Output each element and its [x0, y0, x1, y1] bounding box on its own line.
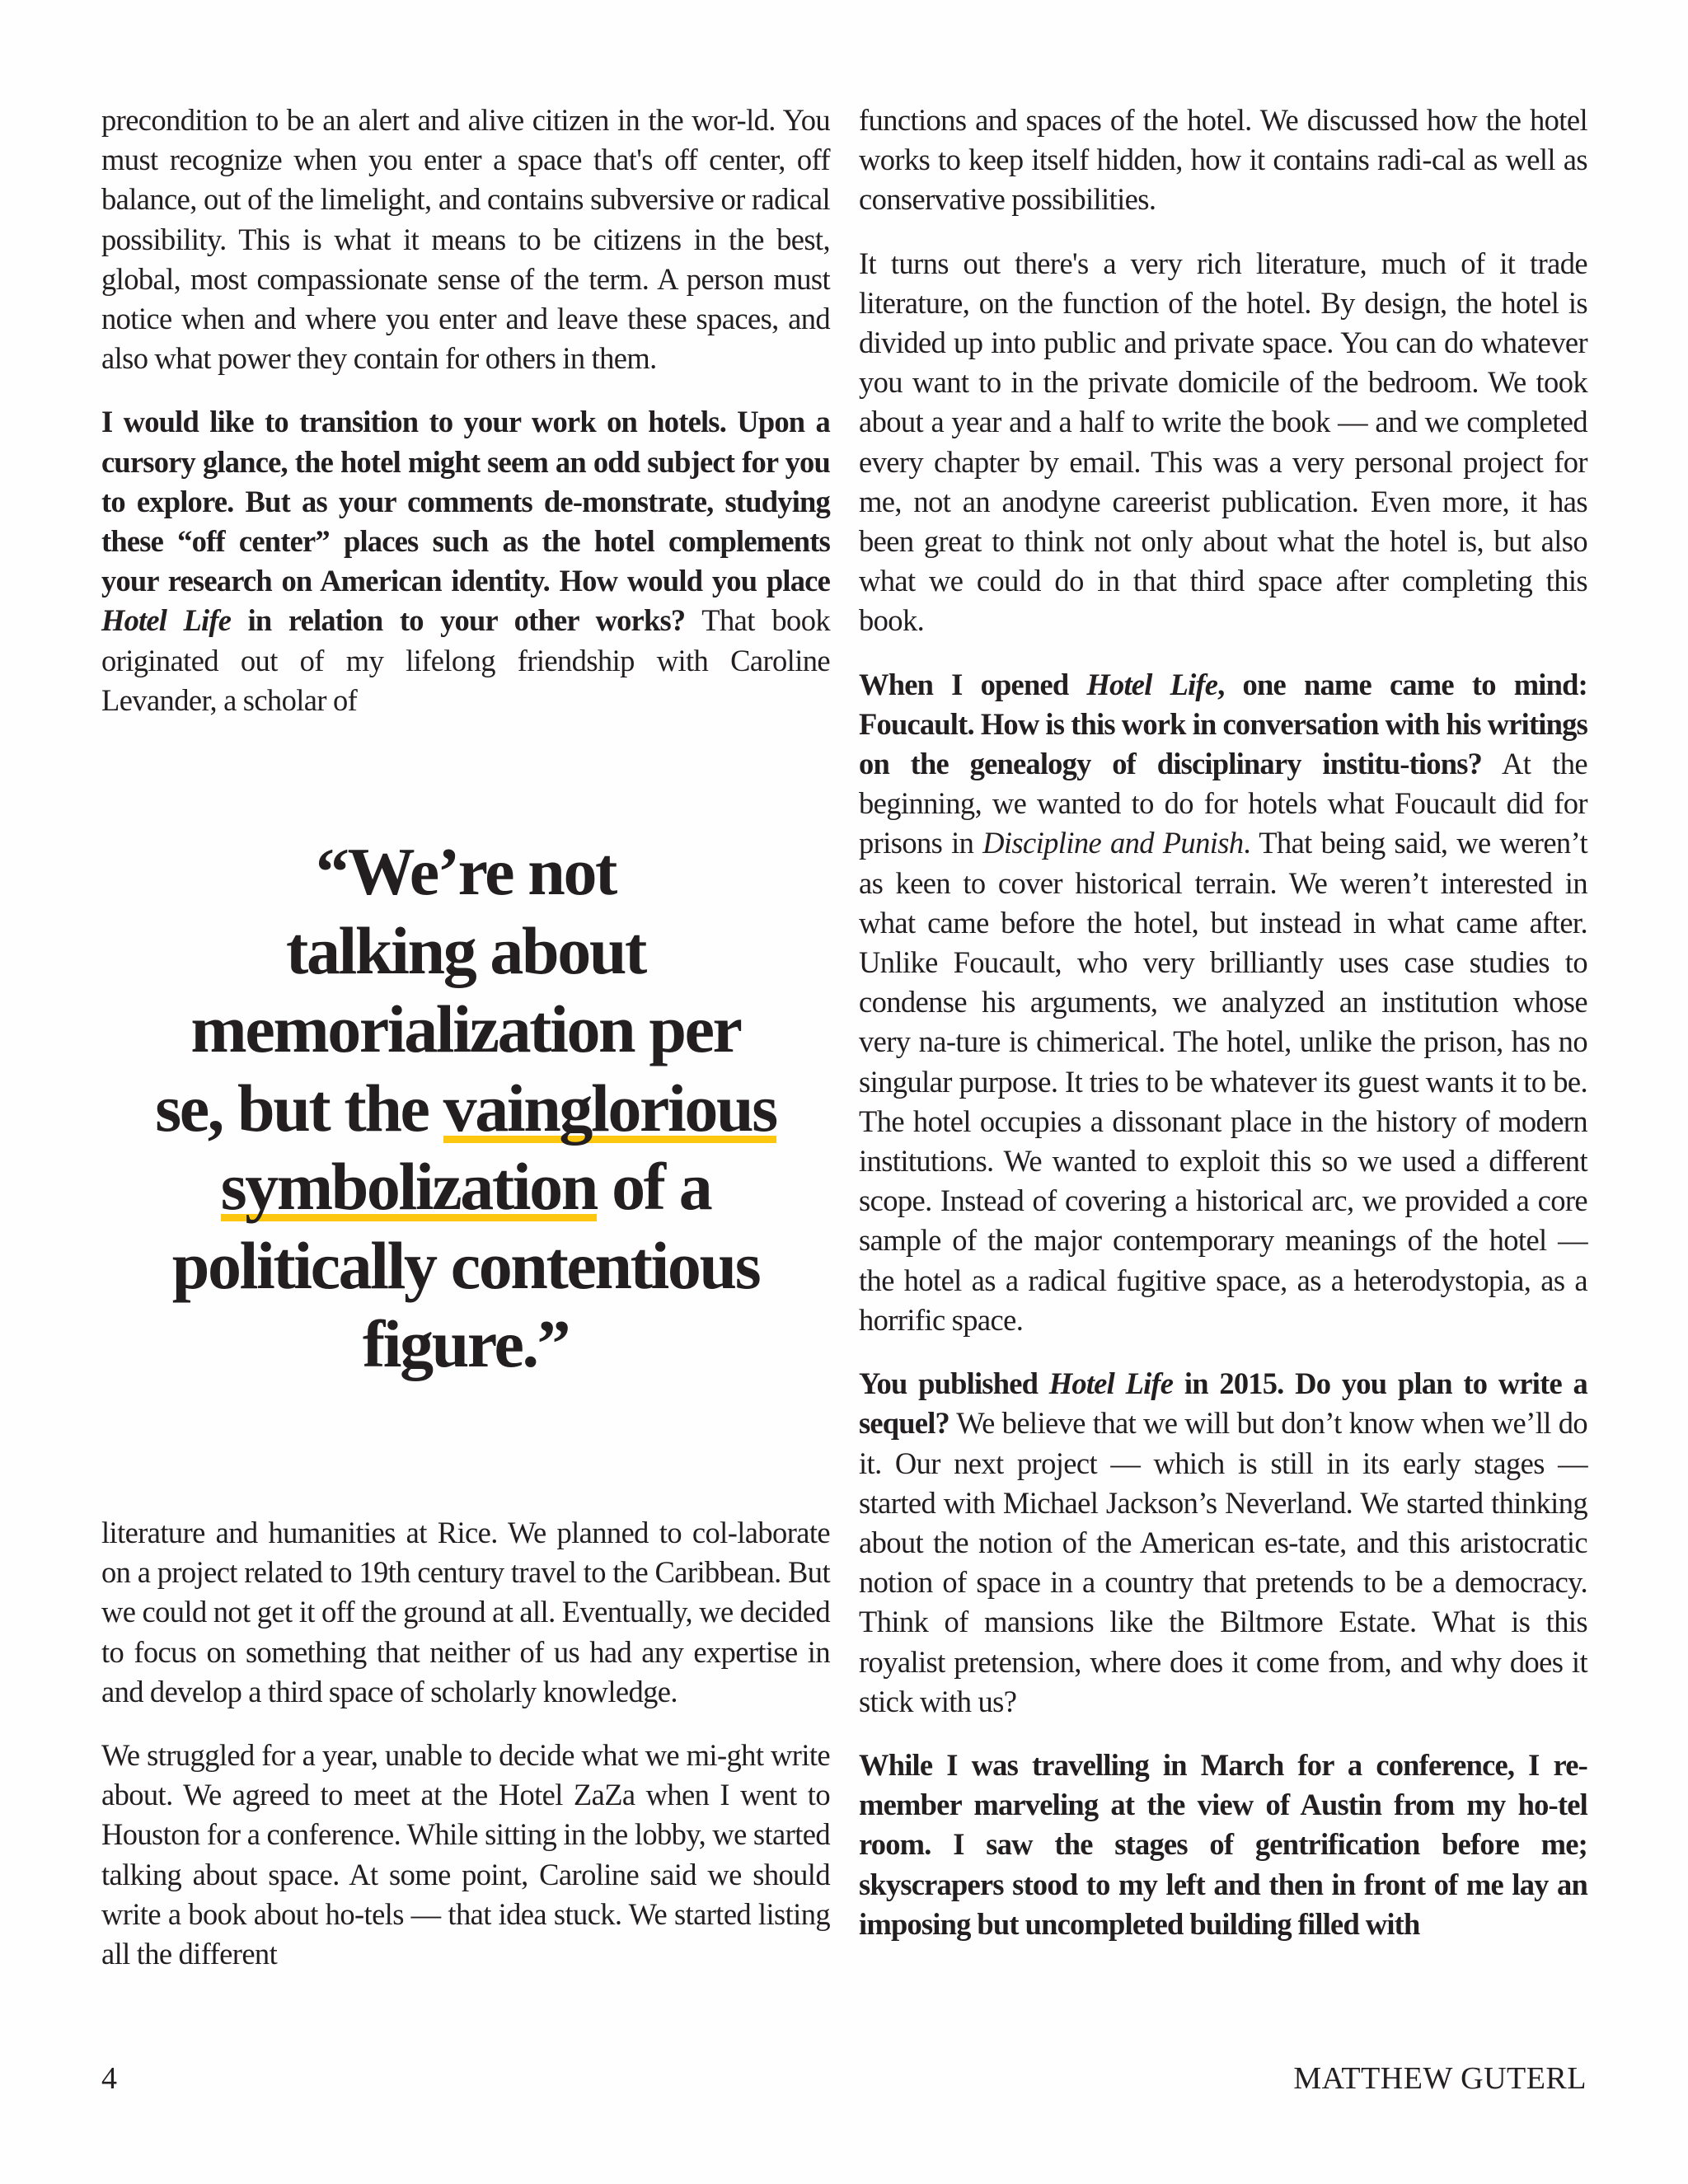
pull-quote-text: politically contentious — [171, 1227, 760, 1303]
interview-answer-paragraph — [101, 1736, 830, 1974]
question-text: I would like to transition to your work on hotels. Upon a cursory glance, the hotel might seem an odd subject for you to explore. But as your comments de-monstrate, studying these “off center” places such as the hotel complements your research on American identity. How would you place — [101, 405, 830, 598]
answer-text: functions and spaces of the hotel. We discussed how the hotel works to keep itself hidden, how it contains radi-cal as well as conservative possibilities. — [859, 103, 1587, 217]
pull-quote-text: “We’re not — [316, 834, 616, 909]
book-title: Hotel Life — [1048, 1366, 1174, 1401]
question-text: in relation to your other works? — [231, 603, 686, 638]
pull-quote-line — [101, 1226, 830, 1305]
question-text: When I opened — [859, 667, 1087, 701]
pull-quote-line — [101, 912, 830, 991]
answer-text: At the beginning, we wanted to do for hotels what Foucault did for prisons in — [859, 747, 1587, 860]
pull-quote-line — [101, 1305, 830, 1384]
pull-quote-text: talking about — [286, 912, 645, 988]
book-title: Hotel Life — [101, 603, 232, 638]
answer-text: We struggled for a year, unable to decide what we mi-ght write about. We agreed to meet at the Hotel ZaZa when I went to Houston for a conference. While sitting in the lobby, we started talking about space. At some point, Caroline said we should write a book about ho-tels — that idea stuck. We started listing all the different — [101, 1738, 830, 1971]
interview-question-paragraph — [859, 665, 1587, 1340]
answer-text: It turns out there's a very rich literature, much of it trade literature, on the function of the hotel. By design, the hotel is divided up into public and private space. You can do whatever you want to in the private domicile of the bedroom. We took about a year and a half to write the book — and we completed every chapter by email. This was a very personal project for me, not an anodyne careerist publication. Even more, it has been great to think not only about what the hotel is, but also what we could do in that third space after completing this book. — [859, 246, 1587, 638]
pull-quote-text: se, but the — [155, 1070, 443, 1146]
question-text — [1049, 1366, 1173, 1400]
interview-answer-paragraph — [859, 101, 1587, 220]
pull-quote-text: of a — [596, 1149, 711, 1224]
pull-quote-line — [101, 990, 830, 1069]
running-author-name: MATTHEW GUTERL — [1293, 2061, 1587, 2096]
interview-answer-paragraph — [101, 1513, 830, 1712]
question-text: You published — [859, 1366, 1049, 1401]
highlighted-word: symbolization — [221, 1149, 597, 1227]
pull-quote-line — [101, 1147, 830, 1226]
page-footer — [101, 2060, 1587, 2102]
question-text — [101, 603, 231, 637]
answer-text: literature and humanities at Rice. We planned to col-laborate on a project related to 19th century travel to the Caribbean. But we could not get it off the ground at all. Eventually, we decided to focus on something that neither of us had any expertise in and develop a third space of scholarly knowledge. — [101, 1516, 830, 1708]
right-column — [859, 101, 1587, 1968]
answer-text: . That being said, we weren’t as keen to cover historical terrain. We weren’t interested in what came before the hotel, but instead in what came after. Unlike Foucault, who very brilliantly uses case studies to condense his arguments, we analyzed an institution whose very na-ture is chimerical. The hotel, unlike the prison, has no singular purpose. It tries to be whatever its guest wants it to be. The hotel occupies a dissonant place in the history of modern institutions. We wanted to exploit this so we used a different scope. Instead of covering a historical arc, we provided a core sample of the major contemporary meanings of the hotel — the hotel as a radical fugitive space, as a heterodystopia, as a horrific space. — [859, 826, 1588, 1337]
book-title: Discipline and Punish — [982, 826, 1244, 860]
interview-answer-paragraph — [859, 244, 1587, 641]
answer-text: We believe that we will but don’t know when we’ll do it. Our next project — which is still in its early stages — started with Michael Jackson’s Neverland. We started thinking about the notion of the American es-tate, and this aristocratic notion of space in a country that pretends to be a democracy. Think of mansions like the Biltmore Estate. What is this royalist pretension, where does it come from, and why does it stick with us? — [859, 1406, 1587, 1718]
left-column-top — [101, 101, 830, 744]
interview-question-paragraph — [859, 1746, 1587, 1944]
interview-question-paragraph — [101, 402, 830, 720]
book-title: Hotel Life — [1086, 667, 1218, 701]
pull-quote-text: figure.” — [362, 1306, 570, 1381]
pull-quote — [101, 832, 830, 1384]
question-text: , one name came to mind: Foucault. How is this work in conversation with his writings on the genealogy of disciplinary institu-tions? — [859, 667, 1587, 781]
answer-text: That book originated out of my lifelong friendship with Caroline Levander, a scholar of — [101, 603, 830, 717]
highlighted-word: vainglorious — [443, 1071, 776, 1149]
pull-quote-line — [101, 1069, 830, 1148]
answer-text: precondition to be an alert and alive citizen in the wor-ld. You must recognize when you enter a space that's off center, off balance, out of the limelight, and contains subversive or radical possibility. This is what it means to be citizens in the best, global, most compassionate sense of the term. A person must notice when and where you enter and leave these spaces, and also what power they contain for others in them. — [101, 103, 830, 376]
left-column-bottom — [101, 1513, 830, 1998]
question-text: in 2015. Do you plan to write a sequel? — [859, 1366, 1588, 1441]
pull-quote-line — [101, 832, 830, 912]
page-number: 4 — [101, 2061, 117, 2096]
interview-question-paragraph — [859, 1364, 1587, 1722]
question-text: While I was travelling in March for a conference, I re-member marveling at the view of Austin from my ho-tel room. I saw the stages of gentrification before me; skyscrapers stood to my left and then in front of me lay an imposing but uncompleted building filled with — [859, 1747, 1587, 1941]
interview-answer-paragraph — [101, 101, 830, 378]
question-text — [1086, 668, 1217, 701]
pull-quote-text: memorialization per — [190, 991, 741, 1066]
